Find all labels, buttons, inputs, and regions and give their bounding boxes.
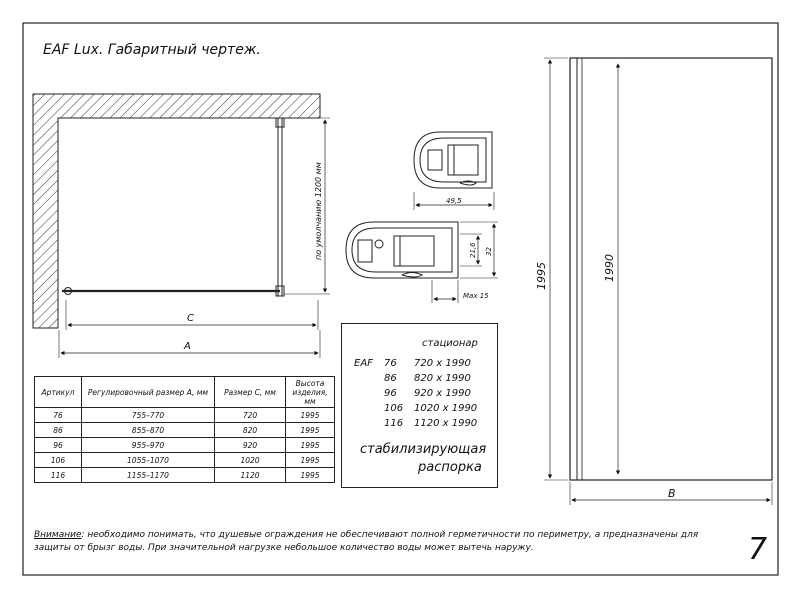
stationary-box (341, 323, 498, 488)
cell: 116 (35, 468, 82, 483)
cell: 106 (35, 453, 82, 468)
plan-view (33, 94, 330, 358)
dim-inner-label: 21,6 (469, 242, 477, 258)
col-header: Размер C, мм (215, 377, 286, 408)
stationary-code: 106 (384, 403, 404, 414)
dim-outer-label: 32 (485, 247, 493, 256)
cell: 1995 (286, 408, 335, 423)
stationary-size: 1120 x 1990 (414, 418, 478, 429)
cell: 1020 (215, 453, 286, 468)
dim-a-label: A (184, 341, 191, 352)
stationary-code: 76 (384, 358, 397, 369)
profile-sections (346, 132, 498, 303)
cell: 920 (215, 438, 286, 453)
cell: 955–970 (82, 438, 215, 453)
cell: 1995 (286, 468, 335, 483)
wall-hatch (33, 94, 320, 328)
col-header: Артикул (35, 377, 82, 408)
stationary-footer-1: стабилизирующая (360, 442, 487, 457)
page-number: 7 (748, 532, 768, 567)
warning-text: : необходимо понимать, что душевые ограждения не обеспечивают полной герметичности по периметру, а предназначены для защиты от брызг воды. При значительной нагрузке небольшое количество воды может вытечь наружу. (34, 530, 699, 553)
stationary-size: 720 x 1990 (414, 358, 471, 369)
dim-height-label: по умолчанию 1200 мм (314, 162, 323, 260)
side-elevation (544, 58, 772, 505)
cell: 96 (35, 438, 82, 453)
stationary-code: 96 (384, 388, 397, 399)
dim-b-label: B (668, 487, 676, 500)
stationary-series: EAF (354, 358, 373, 369)
cell: 1055–1070 (82, 453, 215, 468)
table-row (35, 438, 335, 453)
cell: 1120 (215, 468, 286, 483)
table-row (35, 408, 335, 423)
dim-top-label: 49,5 (446, 197, 462, 205)
cell: 1155–1170 (82, 468, 215, 483)
spec-table (34, 376, 335, 483)
dim-c-label: C (187, 313, 194, 324)
cell: 855–870 (82, 423, 215, 438)
warning-note (34, 529, 724, 555)
table-row (35, 468, 335, 483)
col-header: Высота изделия, мм (286, 377, 335, 408)
cell: 1995 (286, 438, 335, 453)
stationary-size: 920 x 1990 (414, 388, 471, 399)
warning-label: Внимание (34, 530, 82, 540)
col-header: Регулировочный размер A, мм (82, 377, 215, 408)
cell: 1995 (286, 453, 335, 468)
stationary-code: 116 (384, 418, 404, 429)
table-row (35, 423, 335, 438)
table-row (35, 453, 335, 468)
page-title: EAF Lux. Габаритный чертеж. (43, 42, 261, 58)
stationary-size: 1020 x 1990 (414, 403, 478, 414)
cell: 86 (35, 423, 82, 438)
dim-1990-label: 1990 (603, 254, 616, 282)
stationary-header: стационар (422, 338, 478, 349)
dim-max-label: Max 15 (463, 292, 489, 300)
cell: 755–770 (82, 408, 215, 423)
cell: 720 (215, 408, 286, 423)
dim-1995-label: 1995 (535, 262, 548, 290)
stationary-footer-2: распорка (418, 460, 482, 475)
cell: 1995 (286, 423, 335, 438)
cell: 820 (215, 423, 286, 438)
stationary-size: 820 x 1990 (414, 373, 471, 384)
stationary-code: 86 (384, 373, 397, 384)
cell: 76 (35, 408, 82, 423)
